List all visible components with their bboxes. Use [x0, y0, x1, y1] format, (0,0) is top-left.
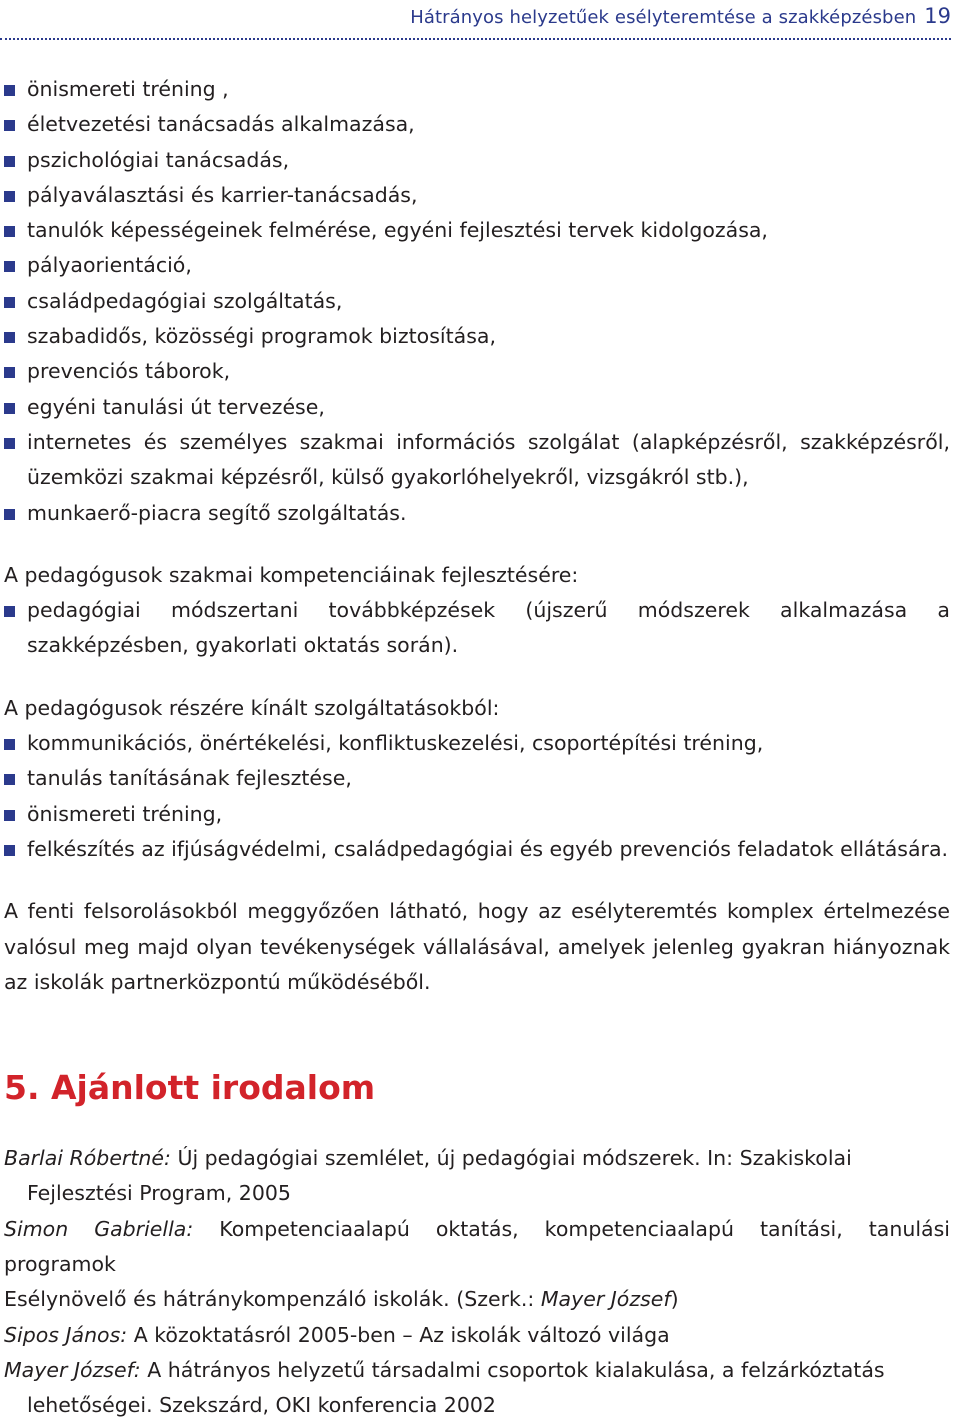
list-item: önismereti tréning ,: [4, 72, 950, 107]
list-item: egyéni tanulási út tervezése,: [4, 390, 950, 425]
conclusion-paragraph: A fenti felsorolásokból meggyőzően látható, hogy az esélyteremtés komplex értelmezése valósul meg majd olyan tevékenységek vállalásával, amelyek jelenleg gyakran hiányoznak az iskolák partnerközpontú működéséből.: [4, 899, 950, 994]
reference-text: Kompetenciaalapú oktatás, kompetenciaalapú tanítási, tanulási programok: [4, 1216, 950, 1277]
running-title: Hátrányos helyzetűek esélyteremtése a szakképzésben: [410, 7, 917, 28]
reference-text: A hátrányos helyzetű társadalmi csoportok kialakulása, a felzárkóztatás: [140, 1357, 885, 1382]
list-item: családpedagógiai szolgáltatás,: [4, 284, 950, 319]
list-item: önismereti tréning,: [4, 797, 950, 832]
reference-item: [4, 1141, 950, 1212]
reference-author: Simon Gabriella:: [4, 1216, 194, 1241]
spacer: [4, 867, 950, 894]
list-item: tanulás tanításának fejlesztése,: [4, 761, 950, 796]
list-item: felkészítés az ifjúságvédelmi, családpedagógiai és egyéb prevenciós feladatok ellátására.: [4, 832, 950, 867]
reference-text: Új pedagógiai szemlélet, új pedagógiai módszerek. In: Szakiskolai: [170, 1146, 852, 1171]
reference-text-continued: lehetőségei. Szekszárd, OKI konferencia 2002: [27, 1393, 496, 1418]
page-number: 19: [924, 4, 951, 28]
teacher-services-list: [4, 726, 950, 867]
list-item: pszichológiai tanácsadás,: [4, 143, 950, 178]
list-item: pályaválasztási és karrier-tanácsadás,: [4, 178, 950, 213]
reference-text: Esélynövelő és hátránykompenzáló iskolák. (Szerk.:: [4, 1287, 541, 1312]
spacer: [4, 1108, 950, 1141]
reference-editor: Mayer József: [540, 1287, 671, 1312]
spacer: [4, 664, 950, 691]
list-item: szabadidős, közösségi programok biztosítása,: [4, 319, 950, 354]
running-header: [0, 4, 951, 40]
reference-text-end: ): [670, 1287, 679, 1312]
reference-text-continued: Fejlesztési Program, 2005: [27, 1181, 291, 1206]
reference-author: Barlai Róbertné:: [4, 1146, 171, 1171]
reference-list: [4, 1141, 950, 1423]
reference-item: [4, 1318, 950, 1353]
reference-item: [4, 1282, 950, 1317]
list-item: munkaerő-piacra segítő szolgáltatás.: [4, 496, 950, 531]
reference-text: A közoktatásról 2005-ben – Az iskolák változó világa: [127, 1322, 670, 1347]
reference-author: Mayer József:: [4, 1357, 141, 1382]
section-intro-teacher-services: A pedagógusok részére kínált szolgáltatásokból:: [4, 695, 500, 720]
list-item: pályaorientáció,: [4, 248, 950, 283]
reference-item: [4, 1353, 950, 1424]
list-item: életvezetési tanácsadás alkalmazása,: [4, 107, 950, 142]
competence-list: [4, 593, 950, 664]
service-list: [4, 72, 950, 531]
list-item: internetes és személyes szakmai információs szolgálat (alapképzésről, szakképzésről, üzemközi szakmai képzésről, külső gyakorlóhelyekről, vizsgákról stb.),: [4, 425, 950, 496]
page-content: [4, 72, 950, 1424]
list-item: prevenciós táborok,: [4, 354, 950, 389]
list-item: kommunikációs, önértékelési, konfliktuskezelési, csoportépítési tréning,: [4, 726, 950, 761]
list-item: pedagógiai módszertani továbbképzések (újszerű módszerek alkalmazása a szakképzésben, gyakorlati oktatás során).: [4, 593, 950, 664]
list-item: tanulók képességeinek felmérése, egyéni fejlesztési tervek kidolgozása,: [4, 213, 950, 248]
spacer: [4, 531, 950, 558]
section-intro-competence: A pedagógusok szakmai kompetenciáinak fejlesztésére:: [4, 562, 579, 587]
section-heading: 5. Ajánlott irodalom: [4, 1068, 376, 1108]
reference-author: Sipos János:: [4, 1322, 128, 1347]
reference-item: [4, 1212, 950, 1283]
spacer: [4, 1000, 950, 1068]
